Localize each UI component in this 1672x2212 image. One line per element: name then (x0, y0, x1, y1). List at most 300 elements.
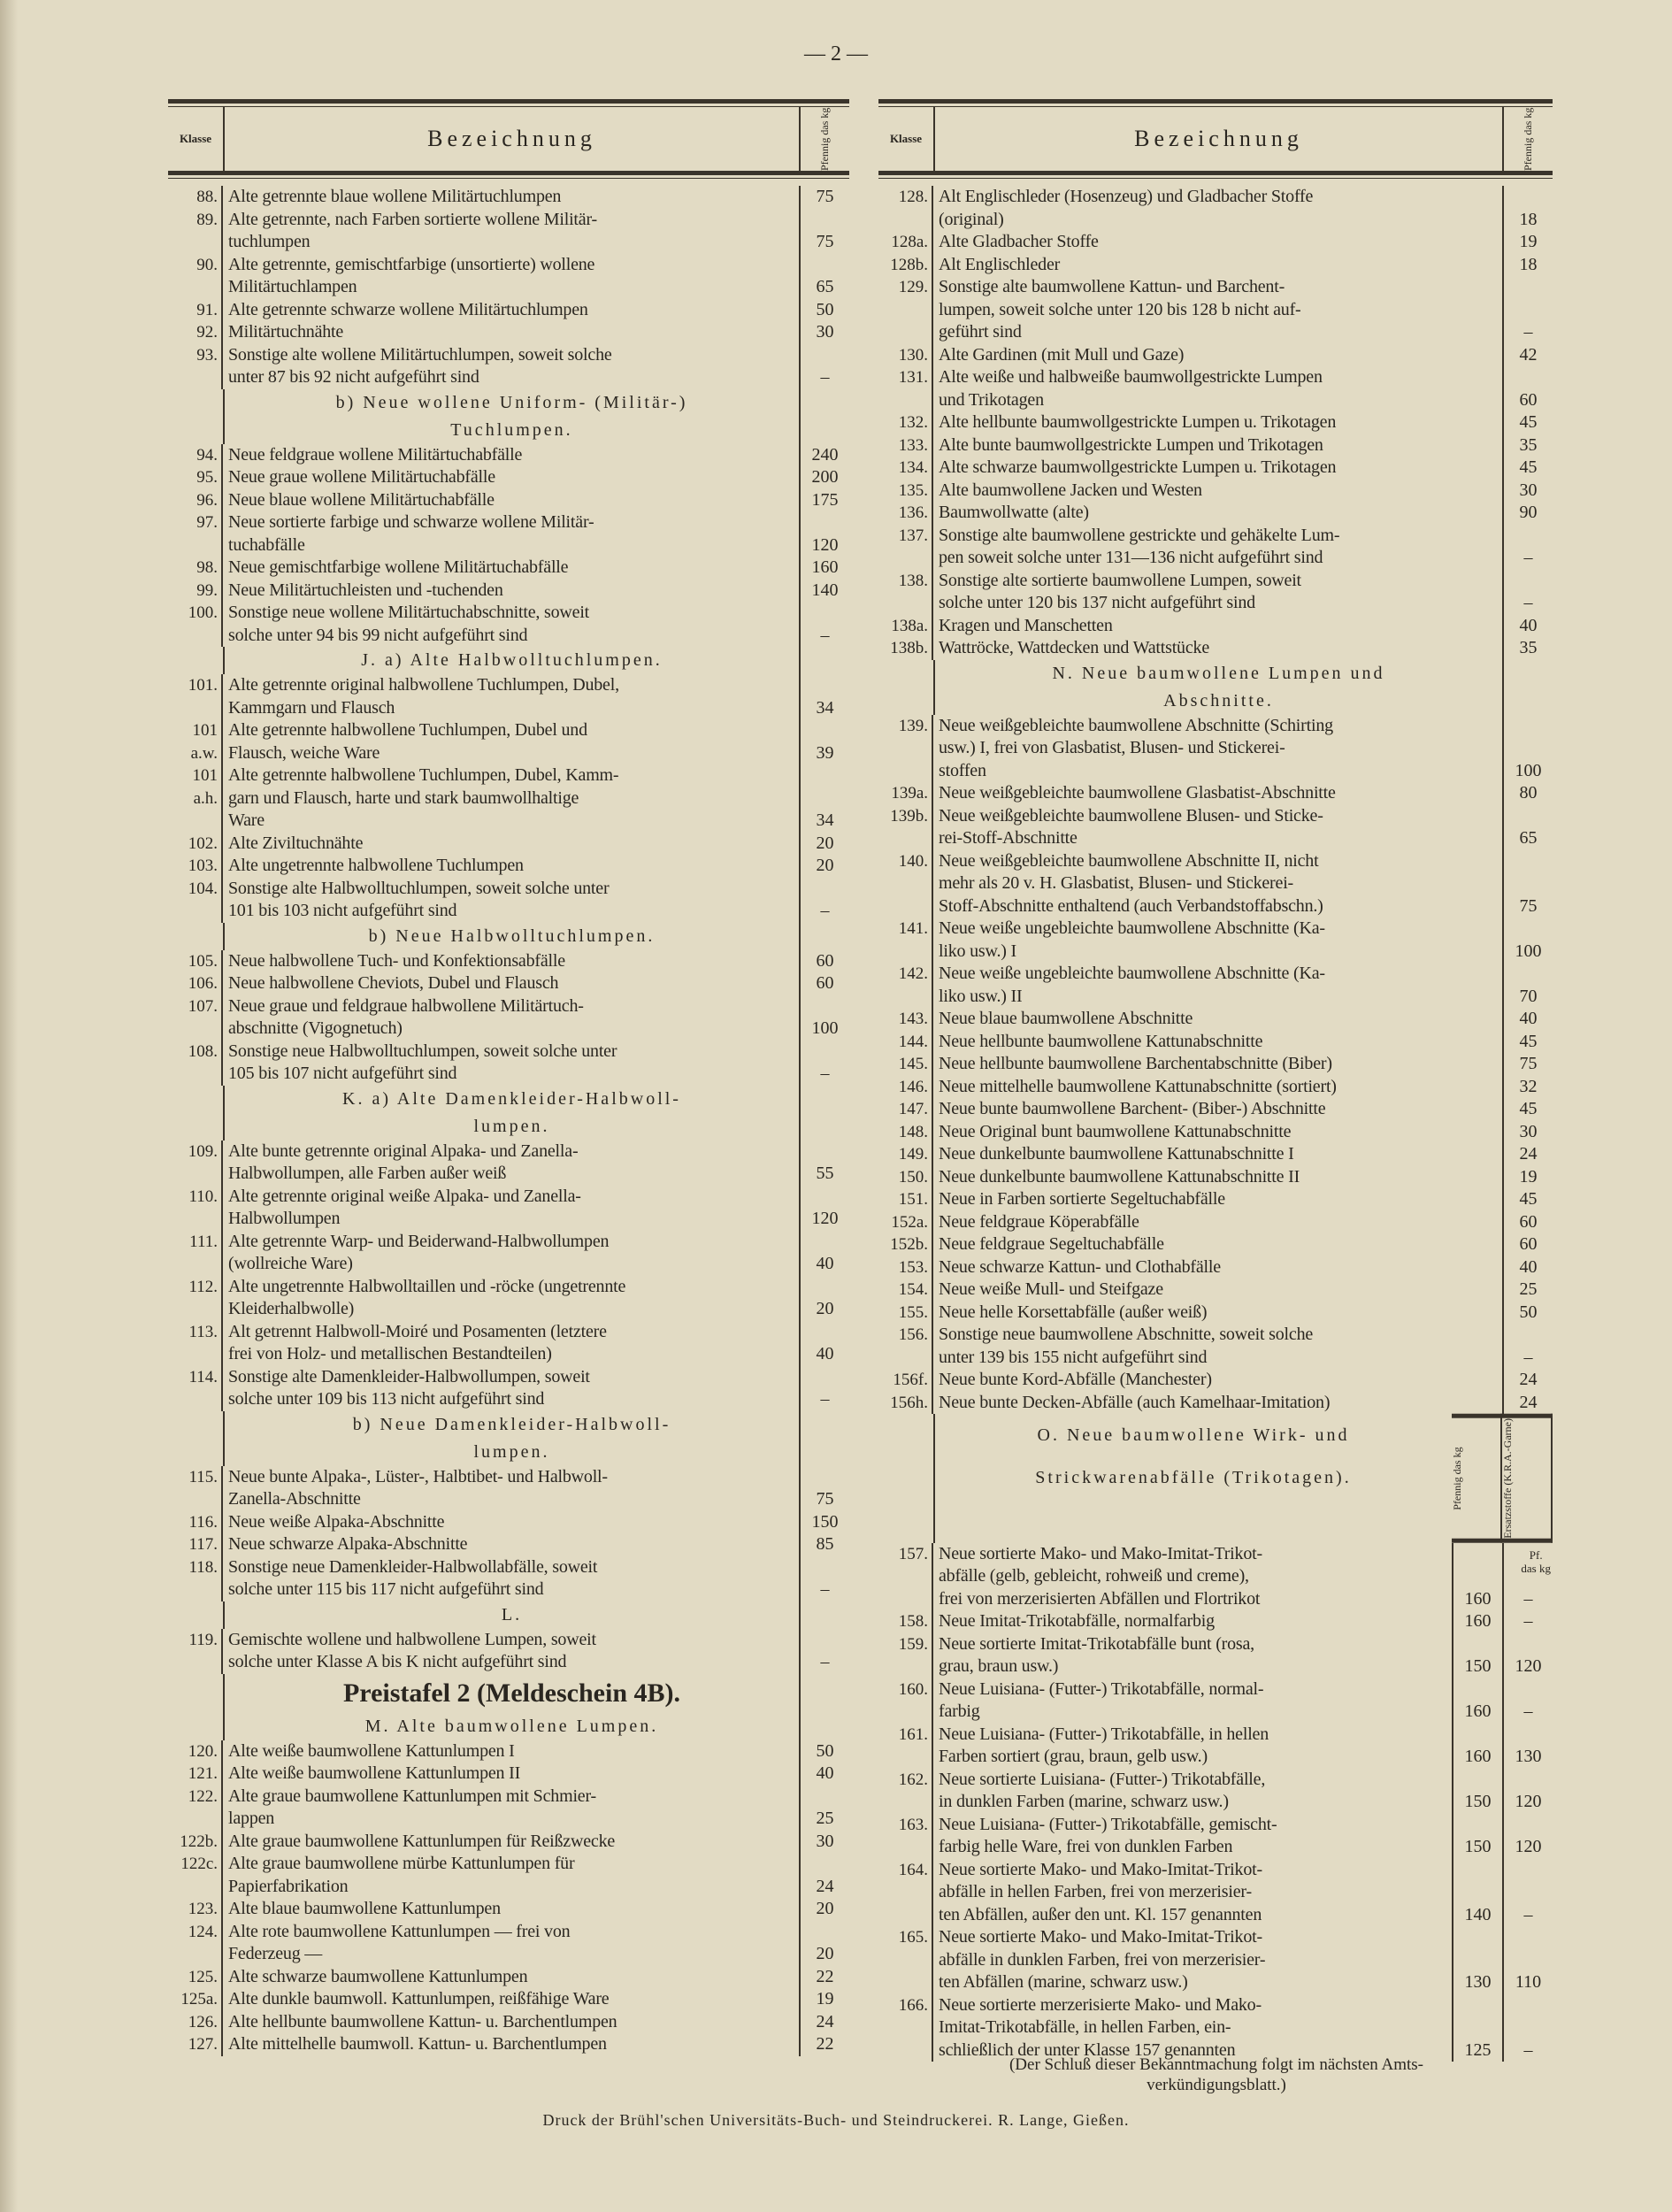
bezeichnung-cell: Kragen und Manschetten (933, 615, 1504, 638)
table-row (168, 1556, 849, 1601)
table-row (168, 674, 849, 719)
table-row (878, 963, 1553, 1008)
section-heading (168, 1601, 849, 1629)
table-row (168, 299, 849, 322)
price-cell: 45 (1519, 1031, 1538, 1051)
bezeichnung-cell: Neue blaue wollene Militärtuchabfälle (223, 489, 801, 512)
table-header (168, 107, 849, 171)
price-cell (1504, 660, 1553, 715)
klasse-cell: 128a. (878, 231, 933, 254)
bezeichnung-cell: Sonstige alte baumwollene gestrickte und gehäkelte Lum- pen soweit solche unter 131—136 nicht aufgeführt sind (933, 525, 1504, 570)
bezeichnung-cell: Alte getrennte schwarze wollene Militärtuchlumpen (223, 299, 801, 322)
price-cell: 45 (1519, 412, 1538, 432)
table-row (878, 1994, 1553, 2062)
table-row (168, 254, 849, 299)
price-cell: 24 (816, 1876, 834, 1896)
klasse-cell: 139. (878, 715, 933, 783)
table-row (878, 411, 1553, 434)
klasse-cell: 129. (878, 276, 933, 344)
price-cell: 160 (1452, 1678, 1502, 1724)
table-row (878, 1678, 1553, 1724)
bezeichnung-cell: Alte getrennte, nach Farben sortierte wollene Militär- tuchlumpen (223, 209, 801, 254)
bezeichnung-cell: Neue bunte baumwollene Barchent- (Biber-) Abschnitte (933, 1098, 1504, 1121)
table-body (878, 179, 1553, 1414)
bezeichnung-cell: Neue weiße Alpaka-Abschnitte (223, 1511, 801, 1534)
klasse-cell: 112. (168, 1276, 223, 1321)
right-price-table (878, 99, 1553, 2062)
price-cell: 120 (811, 534, 839, 555)
table-row (878, 1724, 1553, 1769)
table-row (168, 580, 849, 603)
price-cell: 32 (1519, 1076, 1538, 1096)
price-cell: – (820, 1652, 830, 1671)
price-cell: 34 (816, 810, 834, 830)
price-cell: – (820, 901, 830, 920)
price-cell: 39 (816, 742, 834, 763)
price-cell: 60 (1519, 1211, 1538, 1232)
bezeichnung-cell: Neue schwarze Kattun- und Clothabfälle (933, 1256, 1504, 1279)
klasse-cell: 122b. (168, 1831, 223, 1854)
table-row (168, 1186, 849, 1231)
bezeichnung-cell: Sonstige alte wollene Militärtuchlumpen, soweit solche unter 87 bis 92 nicht aufgeführt sind (223, 344, 801, 389)
bezeichnung-cell: Alte dunkle baumwoll. Kattunlumpen, reißfähige Ware (223, 1988, 801, 2011)
table-row (168, 833, 849, 856)
price-cell: 100 (1515, 941, 1542, 961)
bezeichnung-cell: Alte ungetrennte halbwollene Tuchlumpen (223, 855, 801, 878)
price-cell: – (820, 367, 830, 387)
bezeichnung-cell: Neue hellbunte baumwollene Barchentabschnitte (Biber) (933, 1053, 1504, 1076)
price-cell: 25 (1519, 1279, 1538, 1299)
bezeichnung-cell: Alte blaue baumwollene Kattunlumpen (223, 1898, 801, 1921)
klasse-cell: 120. (168, 1740, 223, 1763)
section-heading-text: N. Neue baumwollene Lumpen und Abschnitte. (935, 660, 1504, 715)
table-row (168, 1831, 849, 1854)
price-cell (801, 1713, 849, 1740)
price-cell: 20 (816, 1944, 834, 1963)
klasse-cell: 147. (878, 1098, 933, 1121)
table-row (878, 457, 1553, 480)
bezeichnung-cell: Sonstige neue Damenkleider-Halbwollabfälle, soweit solche unter 115 bis 117 nicht aufgeführt sind (223, 1556, 801, 1601)
price-cell: 40 (1519, 1009, 1538, 1028)
section-heading-text: L. (225, 1601, 801, 1629)
klasse-cell: 107. (168, 995, 223, 1041)
bezeichnung-cell: Neue sortierte Mako- und Mako-Imitat-Trikot- abfälle in hellen Farben, frei von merzerisier- ten Abfällen, außer den unt. Kl. 157 genannten (939, 1859, 1262, 1924)
table-top-rule (168, 99, 849, 107)
klasse-cell: 134. (878, 457, 933, 480)
table-row (168, 186, 849, 209)
table-row (878, 525, 1553, 570)
price-cell: 19 (1519, 232, 1538, 251)
table-header-rule (168, 171, 849, 179)
klasse-cell: 138b. (878, 637, 933, 660)
price-cell: 55 (816, 1164, 834, 1183)
price-cell: 75 (816, 232, 834, 251)
bezeichnung-cell: Alte getrennte original weiße Alpaka- und Zanella- Halbwollumpen (223, 1186, 801, 1231)
bezeichnung-cell: Neue in Farben sortierte Segeltuchabfälle (933, 1188, 1504, 1211)
table-row (168, 1740, 849, 1763)
table-row (168, 1321, 849, 1366)
section-heading-text: K. a) Alte Damenkleider-Halbwoll- lumpen. (225, 1086, 801, 1141)
bezeichnung-cell: Neue halbwollene Tuch- und Konfektionsabfälle (223, 950, 801, 973)
table-row (168, 1511, 849, 1534)
klasse-cell: 101 a.h. (168, 764, 223, 833)
table-row (878, 1926, 1553, 1994)
bezeichnung-cell: Alte hellbunte baumwollgestrickte Lumpen u. Trikotagen (933, 411, 1504, 434)
price-cell: 19 (816, 1989, 834, 2008)
klasse-cell: 138. (878, 570, 933, 615)
table-row (168, 1988, 849, 2011)
bezeichnung-cell: Neue bunte Decken-Abfälle (auch Kamelhaar-Imitation) (933, 1392, 1504, 1415)
klasse-cell: 152b. (878, 1233, 933, 1256)
table-row (878, 637, 1553, 660)
table-row (168, 1533, 849, 1556)
bezeichnung-cell: Neue sortierte Mako- und Mako-Imitat-Trikot- abfälle (gelb, gebleicht, rohweiß und creme), frei von merzerisierten Abfällen und Flortrikot (939, 1543, 1262, 1609)
klasse-cell: 125. (168, 1966, 223, 1989)
left-price-table (168, 99, 849, 2056)
section-heading-text: M. Alte baumwollene Lumpen. (225, 1713, 801, 1740)
header-price: Pfennig das kg (1522, 107, 1534, 171)
table-row (168, 321, 849, 344)
bezeichnung-cell: Neue Luisiana- (Futter-) Trikotabfälle, gemischt- farbig helle Ware, frei von dunklen Farben (939, 1814, 1277, 1857)
section-heading-text: b) Neue wollene Uniform- (Militär-) Tuchlumpen. (225, 389, 801, 444)
table-row (168, 1366, 849, 1411)
klasse-cell: 137. (878, 525, 933, 570)
price-cell: 75 (816, 187, 834, 206)
klasse-cell: 149. (878, 1143, 933, 1166)
klasse-cell: 150. (878, 1166, 933, 1189)
bezeichnung-cell: Sonstige alte Halbwolltuchlumpen, soweit solche unter 101 bis 103 nicht aufgeführt sind (223, 878, 801, 923)
section-heading (168, 1713, 849, 1740)
ersatz-price-cell: – (1502, 1994, 1553, 2062)
price-cell: 20 (816, 856, 834, 875)
klasse-cell: 96. (168, 489, 223, 512)
table-row (878, 850, 1553, 918)
table-row (168, 2033, 849, 2056)
klasse-cell: 156h. (878, 1392, 933, 1415)
price-cell: – (820, 625, 830, 645)
table-header (878, 107, 1553, 171)
table-row (878, 1233, 1553, 1256)
klasse-cell: 155. (878, 1302, 933, 1325)
klasse-cell: 165. (878, 1926, 933, 1994)
table-row (878, 1302, 1553, 1325)
table-row (878, 1053, 1553, 1076)
bezeichnung-cell: Alt getrennt Halbwoll-Moiré und Posamenten (letztere frei von Holz- und metallischen Bestandteilen) (223, 1321, 801, 1366)
klasse-cell: 98. (168, 557, 223, 580)
klasse-cell: 122c. (168, 1853, 223, 1898)
table-row (878, 1859, 1553, 1927)
price-cell: 35 (1519, 638, 1538, 657)
price-cell: 75 (1519, 1054, 1538, 1073)
klasse-cell: 128b. (878, 254, 933, 277)
page-edge-shadow (0, 0, 18, 2212)
bezeichnung-cell: Neue weißgebleichte baumwollene Abschnitte II, nicht mehr als 20 v. H. Glasbatist, Blusen- und Stickerei- Stoff-Abschnitte enthaltend (auch Verbandstoffabschn.) (933, 850, 1504, 918)
klasse-cell: 94. (168, 444, 223, 467)
table-row (878, 502, 1553, 525)
klasse-cell: 90. (168, 254, 223, 299)
klasse-cell: 109. (168, 1141, 223, 1186)
table-row (168, 855, 849, 878)
klasse-cell: 117. (168, 1533, 223, 1556)
klasse-cell: 105. (168, 950, 223, 973)
klasse-cell: 89. (168, 209, 223, 254)
bezeichnung-cell: Alte bunte getrennte original Alpaka- und Zanella- Halbwollumpen, alle Farben außer weiß (223, 1141, 801, 1186)
price-cell (801, 923, 849, 950)
bezeichnung-cell: Sonstige neue baumwollene Abschnitte, soweit solche unter 139 bis 155 nicht aufgeführt sind (933, 1324, 1504, 1369)
price-cell: 40 (816, 1254, 834, 1273)
bezeichnung-cell: Neue dunkelbunte baumwollene Kattunabschnitte II (933, 1166, 1504, 1189)
bezeichnung-cell: Alte mittelhelle baumwoll. Kattun- u. Barchentlumpen (223, 2033, 801, 2056)
table-row (878, 1610, 1553, 1633)
price-cell (801, 647, 849, 674)
ersatz-price-cell: 110 (1502, 1926, 1553, 1994)
bezeichnung-cell: Neue blaue baumwollene Abschnitte (933, 1008, 1504, 1031)
table-title (168, 1674, 849, 1713)
klasse-cell: 126. (168, 2011, 223, 2034)
price-cell: 160 (1452, 1610, 1502, 1633)
table-row (168, 489, 849, 512)
klasse-cell: 161. (878, 1724, 933, 1769)
bezeichnung-cell: Alte baumwollene Jacken und Westen (933, 480, 1504, 503)
section-heading (168, 923, 849, 950)
bezeichnung-cell: Alte getrennte original halbwollene Tuchlumpen, Dubel, Kammgarn und Flausch (223, 674, 801, 719)
table-header-rule (878, 171, 1553, 179)
bezeichnung-cell: Baumwollwatte (alte) (933, 502, 1504, 525)
price-cell: 80 (1519, 783, 1538, 803)
table-row (878, 1211, 1553, 1234)
klasse-cell: 136. (878, 502, 933, 525)
price-cell: 42 (1519, 344, 1538, 365)
bezeichnung-cell: Alte schwarze baumwollene Kattunlumpen (223, 1966, 801, 1989)
table-row (168, 995, 849, 1041)
bezeichnung-cell: Sonstige alte Damenkleider-Halbwollumpen, soweit solche unter 109 bis 113 nicht aufgeführt sind (223, 1366, 801, 1411)
table-row (168, 1466, 849, 1511)
price-cell: 22 (816, 1966, 834, 1986)
klasse-cell: 116. (168, 1511, 223, 1534)
price-cell: 150 (811, 1511, 839, 1532)
price-cell: 45 (1519, 1189, 1538, 1209)
klasse-cell: 123. (168, 1898, 223, 1921)
price-cell: 130 (1452, 1926, 1502, 1994)
bezeichnung-cell: Neue weiße ungebleichte baumwollene Abschnitte (Ka- liko usw.) II (933, 963, 1504, 1008)
preistafel-title: Preistafel 2 (Meldeschein 4B). (225, 1674, 801, 1713)
bezeichnung-cell: Sonstige alte baumwollene Kattun- und Barchent- lumpen, soweit solche unter 120 bis 128 b nicht auf- geführt sind (933, 276, 1504, 344)
klasse-cell: 139a. (878, 782, 933, 805)
table-row (168, 1141, 849, 1186)
klasse-cell: 157. (878, 1543, 933, 1611)
klasse-cell: 110. (168, 1186, 223, 1231)
price-cell: 40 (816, 1763, 834, 1783)
price-cell: – (820, 1064, 830, 1083)
klasse-cell: 151. (878, 1188, 933, 1211)
klasse-cell: 102. (168, 833, 223, 856)
klasse-cell: 156f. (878, 1369, 933, 1392)
price-cell: 65 (816, 277, 834, 296)
table-row (168, 557, 849, 580)
table-row (878, 1256, 1553, 1279)
bezeichnung-cell: Neue Imitat-Trikotabfälle, normalfarbig (939, 1611, 1215, 1632)
price-cell: 34 (816, 697, 834, 718)
klasse-cell: 132. (878, 411, 933, 434)
price-cell (801, 1086, 849, 1141)
table-row (878, 276, 1553, 344)
price-cell: 120 (811, 1209, 839, 1228)
bezeichnung-cell: Militärtuchnähte (223, 321, 801, 344)
klasse-cell (168, 1674, 225, 1713)
bezeichnung-cell: Gemischte wollene und halbwollene Lumpen, soweit solche unter Klasse A bis K nicht aufgeführt sind (223, 1629, 801, 1674)
bezeichnung-cell: Alte graue baumwollene Kattunlumpen für Reißzwecke (223, 1831, 801, 1854)
bezeichnung-cell: Neue sortierte Mako- und Mako-Imitat-Trikot- abfälle in dunklen Farben, frei von merzerisier- ten Abfällen (marine, schwarz usw.) (939, 1927, 1266, 1993)
klasse-cell: 160. (878, 1678, 933, 1724)
table-row (878, 1369, 1553, 1392)
klasse-cell: 99. (168, 580, 223, 603)
price-cell: 40 (816, 1344, 834, 1363)
klasse-cell (168, 1411, 225, 1466)
price-cell (801, 389, 849, 444)
klasse-cell: 139b. (878, 805, 933, 850)
ersatz-price-cell: – (1502, 1678, 1553, 1724)
klasse-cell: 141. (878, 918, 933, 963)
bezeichnung-cell: Neue weißgebleichte baumwollene Glasbatist-Abschnitte (933, 782, 1504, 805)
price-cell: 24 (1519, 1144, 1538, 1164)
klasse-cell: 97. (168, 511, 223, 557)
klasse-cell: 138a. (878, 615, 933, 638)
header-bezeichnung: Bezeichnung (935, 107, 1504, 171)
klasse-cell: 159. (878, 1633, 933, 1678)
table-row (168, 719, 849, 764)
klasse-cell: 152a. (878, 1211, 933, 1234)
table-row (878, 480, 1553, 503)
table-row (168, 1921, 849, 1966)
table-row (168, 1898, 849, 1921)
price-cell: 30 (816, 1831, 834, 1851)
price-cell: 50 (1519, 1302, 1538, 1322)
bezeichnung-cell: Neue weißgebleichte baumwollene Abschnitte (Schirting usw.) I, frei von Glasbatist, Blusen- und Stickerei- stoffen (933, 715, 1504, 783)
table-row (878, 805, 1553, 850)
price-cell: 30 (1519, 480, 1538, 500)
table-row (168, 1966, 849, 1989)
ersatz-price-cell: – (1502, 1859, 1553, 1927)
klasse-cell: 166. (878, 1994, 933, 2062)
bezeichnung-cell: Alte Gladbacher Stoffe (933, 231, 1504, 254)
price-cell: 160 (1452, 1543, 1502, 1611)
table-row (878, 1076, 1553, 1099)
section-heading-text: J. a) Alte Halbwolltuchlumpen. (225, 647, 801, 674)
bezeichnung-cell: Alte bunte baumwollgestrickte Lumpen und Trikotagen (933, 434, 1504, 457)
price-cell: 19 (1519, 1166, 1538, 1187)
table-row (878, 434, 1553, 457)
klasse-cell: 104. (168, 878, 223, 923)
table-row (168, 1231, 849, 1276)
price-cell: 65 (1519, 828, 1538, 848)
printer-footer: Druck der Brühl'schen Universitäts-Buch- und Steindruckerei. R. Lange, Gießen. (542, 2111, 1130, 2129)
klasse-cell: 148. (878, 1121, 933, 1144)
bezeichnung-cell: Alte Ziviltuchnähte (223, 833, 801, 856)
section-o-body (878, 1543, 1553, 2062)
klasse-cell: 144. (878, 1031, 933, 1054)
table-row (878, 1392, 1553, 1415)
klasse-cell: 118. (168, 1556, 223, 1601)
bezeichnung-cell: Alt Englischleder (933, 254, 1504, 277)
price-cell (801, 1411, 849, 1466)
table-row (878, 715, 1553, 783)
table-top-rule (878, 99, 1553, 107)
klasse-cell: 125a. (168, 1988, 223, 2011)
klasse-cell: 122. (168, 1786, 223, 1831)
price-cell: 20 (816, 1299, 834, 1318)
ersatz-unit: Pf. das kg (1521, 1548, 1551, 1575)
price-cell: 24 (1519, 1370, 1538, 1389)
bezeichnung-cell: Neue dunkelbunte baumwollene Kattunabschnitte I (933, 1143, 1504, 1166)
bezeichnung-cell: Neue graue wollene Militärtuchabfälle (223, 466, 801, 489)
table-row (878, 1769, 1553, 1814)
bezeichnung-cell: Sonstige neue wollene Militärtuchabschnitte, soweit solche unter 94 bis 99 nicht aufgeführt sind (223, 602, 801, 647)
table-row (878, 615, 1553, 638)
table-row (878, 1543, 1553, 1611)
klasse-cell (168, 923, 225, 950)
klasse-cell: 128. (878, 186, 933, 231)
page-number: — 2 — (804, 42, 868, 65)
section-heading-text: b) Neue Damenkleider-Halbwoll- lumpen. (225, 1411, 801, 1466)
bezeichnung-cell: Neue schwarze Alpaka-Abschnitte (223, 1533, 801, 1556)
bezeichnung-cell: Neue mittelhelle baumwollene Kattunabschnitte (sortiert) (933, 1076, 1504, 1099)
bezeichnung-cell: Neue graue und feldgraue halbwollene Militärtuch- abschnitte (Vigognetuch) (223, 995, 801, 1041)
klasse-cell: 92. (168, 321, 223, 344)
price-cell: 40 (1519, 1256, 1538, 1277)
bezeichnung-cell: Neue sortierte Luisiana- (Futter-) Trikotabfälle, in dunklen Farben (marine, schwarz usw.) (939, 1769, 1266, 1812)
price-cell: 24 (1519, 1392, 1538, 1412)
table-row (878, 1166, 1553, 1189)
table-row (168, 511, 849, 557)
klasse-cell: 164. (878, 1859, 933, 1927)
klasse-cell: 114. (168, 1366, 223, 1411)
klasse-cell: 119. (168, 1629, 223, 1674)
price-cell: 85 (816, 1534, 834, 1554)
klasse-cell: 106. (168, 972, 223, 995)
klasse-cell (168, 1713, 225, 1740)
klasse-cell: 154. (878, 1279, 933, 1302)
klasse-cell: 108. (168, 1041, 223, 1086)
klasse-cell (168, 647, 225, 674)
section-o-heading: O. Neue baumwollene Wirk- und Strickwarenabfälle (Trikotagen). (1035, 1425, 1352, 1487)
klasse-cell: 124. (168, 1921, 223, 1966)
price-cell: 240 (811, 444, 839, 465)
klasse-cell: 156. (878, 1324, 933, 1369)
bezeichnung-cell: Neue helle Korsettabfälle (außer weiß) (933, 1302, 1504, 1325)
klasse-cell: 101 a.w. (168, 719, 223, 764)
bezeichnung-cell: Neue feldgraue Segeltuchabfälle (933, 1233, 1504, 1256)
continuation-note: (Der Schluß dieser Bekanntmachung folgt im nächsten Amts- verkündigungsblatt.) (1009, 2055, 1424, 2094)
bezeichnung-cell: Neue bunte Kord-Abfälle (Manchester) (933, 1369, 1504, 1392)
section-heading (878, 660, 1553, 715)
table-row (878, 1143, 1553, 1166)
table-row (168, 972, 849, 995)
bezeichnung-cell: Neue Original bunt baumwollene Kattunabschnitte (933, 1121, 1504, 1144)
klasse-cell (878, 660, 935, 715)
price-cell: 175 (811, 489, 839, 510)
bezeichnung-cell: Alte graue baumwollene mürbe Kattunlumpen für Papierfabrikation (223, 1853, 801, 1898)
klasse-cell: 140. (878, 850, 933, 918)
bezeichnung-cell: Alte schwarze baumwollgestrickte Lumpen u. Trikotagen (933, 457, 1504, 480)
price-cell: – (1523, 593, 1533, 612)
price-cell: 60 (1519, 1234, 1538, 1254)
bezeichnung-cell: Alte ungetrennte Halbwolltaillen und -röcke (ungetrennte Kleiderhalbwolle) (223, 1276, 801, 1321)
price-cell: 140 (811, 580, 839, 600)
price-cell: 150 (1452, 1769, 1502, 1814)
price-cell: 140 (1452, 1859, 1502, 1927)
price-cell: 45 (1519, 457, 1538, 477)
price-cell: 75 (816, 1489, 834, 1509)
